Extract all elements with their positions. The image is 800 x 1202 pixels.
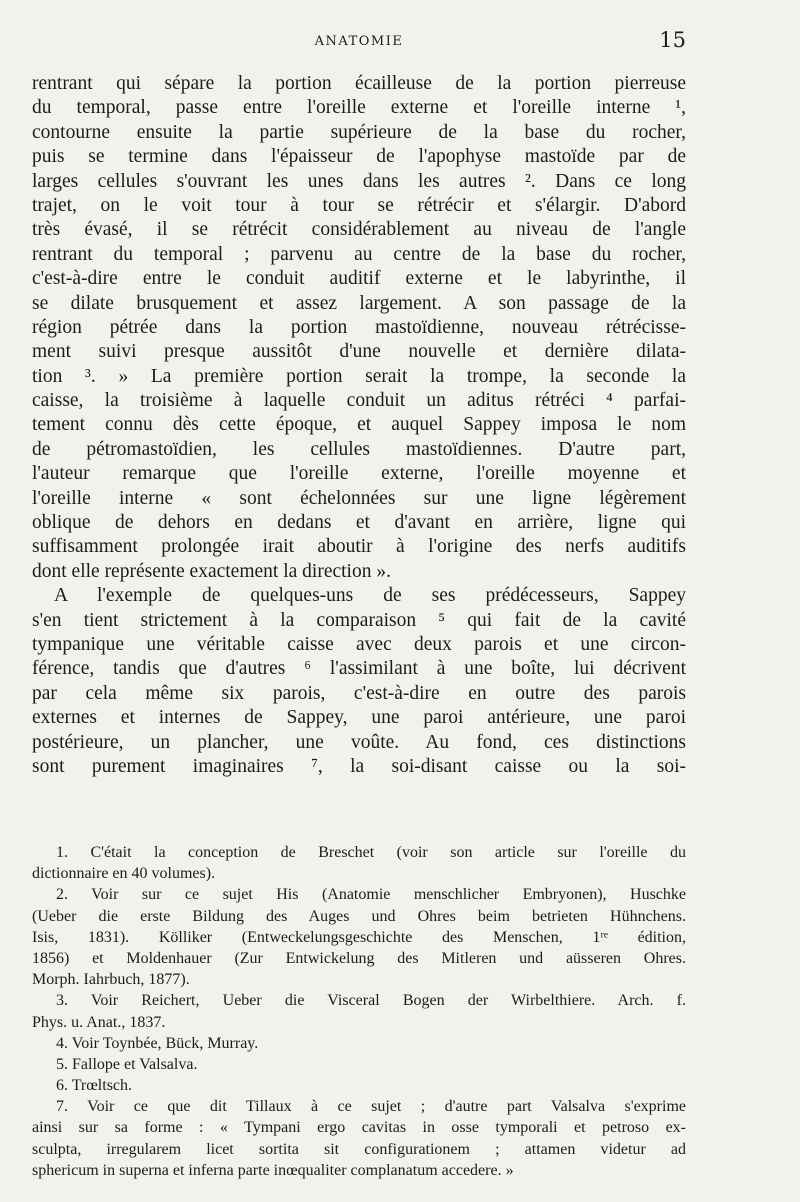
text-line: suffisamment prolongée irait aboutir à l'origine des nerfs auditifs [32,536,686,558]
text-line: férence, tandis que d'autres ⁶ l'assimilant à une boîte, lui décrivent [32,658,686,680]
text-line: très évasé, il se rétrécit considérablement au niveau de l'angle [32,219,686,241]
main-text [32,72,686,779]
text-line: A l'exemple de quelques-uns de ses prédécesseurs, Sappey [54,585,686,607]
footnote-line: ainsi sur sa forme : « Tympani ergo cavitas in osse tymporali et petroso ex- [32,1119,686,1137]
text-line: tion ³. » La première portion serait la trompe, la seconde la [32,365,686,387]
text-line: de pétromastoïdien, les cellules mastoïdiennes. D'autre part, [32,438,686,460]
text-line: trajet, on le voit tour à tour se rétrécir et s'élargir. D'abord [32,194,686,216]
text-line: rentrant qui sépare la portion écailleuse de la portion pierreuse [32,73,686,94]
footnote-line: 1. C'était la conception de Breschet (voir son article sur l'oreille du [56,844,686,861]
text-line: tympanique une véritable caisse avec deux parois et une circon- [32,633,686,655]
text-line: larges cellules s'ouvrant les unes dans les autres ². Dans ce long [32,170,686,192]
footnote-line: Isis, 1831). Kölliker (Entweckelungsgeschichte des Menschen, 1ʳᵉ édition, [32,928,686,946]
text-line: c'est-à-dire entre le conduit auditif externe et le labyrinthe, il [32,268,686,290]
text-line: sont purement imaginaires ⁷, la soi-disant caisse ou la soi- [32,755,686,777]
footnote-line: Phys. u. Anat., 1837. [32,1013,166,1031]
footnotes [32,842,686,1181]
footnote-line: sculpta, irregularem licet sortita sit configurationem ; attamen videtur ad [32,1140,686,1158]
footnote-line: 2. Voir sur ce sujet His (Anatomie menschlicher Embryonen), Huschke [56,886,686,904]
footnote-line: dictionnaire en 40 volumes). [32,865,216,883]
text-line: région pétrée dans la portion mastoïdienne, nouveau rétrécisse- [32,316,686,338]
running-title: ANATOMIE [314,34,404,49]
footnote-line: 7. Voir ce que dit Tillaux à ce sujet ; d'autre part Valsalva s'exprime [56,1098,686,1116]
text-line: rentrant du temporal ; parvenu au centre de la base du rocher, [32,243,686,265]
text-line: du temporal, passe entre l'oreille externe et l'oreille interne ¹, [32,97,686,119]
footnote-line: (Ueber die erste Bildung des Auges und Ohres beim betrieten Hühnchens. [32,907,686,925]
text-line: tement connu dès cette époque, et auquel Sappey imposa le nom [32,414,686,436]
footnote-line: sphericum in superna et inferna parte inœqualiter complanatum accedere. » [32,1161,514,1179]
footnote-line: 4. Voir Toynbée, Bück, Murray. [56,1034,259,1052]
footnote-line: 3. Voir Reichert, Ueber die Visceral Bogen der Wirbelthiere. Arch. f. [56,992,686,1010]
text-line: ment suivi presque aussitôt d'une nouvelle et dernière dilata- [32,341,686,363]
footnote-line: 1856) et Moldenhauer (Zur Entwickelung des Mitleren und aüsseren Ohres. [32,949,686,967]
text-line: par cela même six parois, c'est-à-dire en outre des parois [32,682,686,704]
text-line: dont elle représente exactement la direction ». [32,560,391,582]
text-line: l'oreille interne « sont échelonnées sur une ligne légèrement [32,487,686,509]
running-head [32,30,686,54]
text-line: oblique de dehors en dedans et d'avant en arrière, ligne qui [32,512,686,534]
text-line: externes et internes de Sappey, une paroi antérieure, une paroi [32,707,686,729]
text-line: l'auteur remarque que l'oreille externe, l'oreille moyenne et [32,463,686,485]
footnote-line: 6. Trœltsch. [56,1077,133,1095]
footnote-line: Morph. Iahrbuch, 1877). [32,971,190,989]
text-line: se dilate brusquement et assez largement. A son passage de la [32,292,686,314]
text-line: contourne ensuite la partie supérieure de la base du rocher, [32,121,686,143]
page-number: 15 [659,28,686,52]
text-line: s'en tient strictement à la comparaison ⁵ qui fait de la cavité [32,609,686,631]
footnote-line: 5. Fallope et Valsalva. [56,1055,198,1073]
text-line: caisse, la troisième à laquelle conduit un aditus rétréci ⁴ parfai- [32,390,686,412]
text-line: postérieure, un plancher, une voûte. Au fond, ces distinctions [32,731,686,753]
text-line: puis se termine dans l'épaisseur de l'apophyse mastoïde par de [32,146,686,168]
